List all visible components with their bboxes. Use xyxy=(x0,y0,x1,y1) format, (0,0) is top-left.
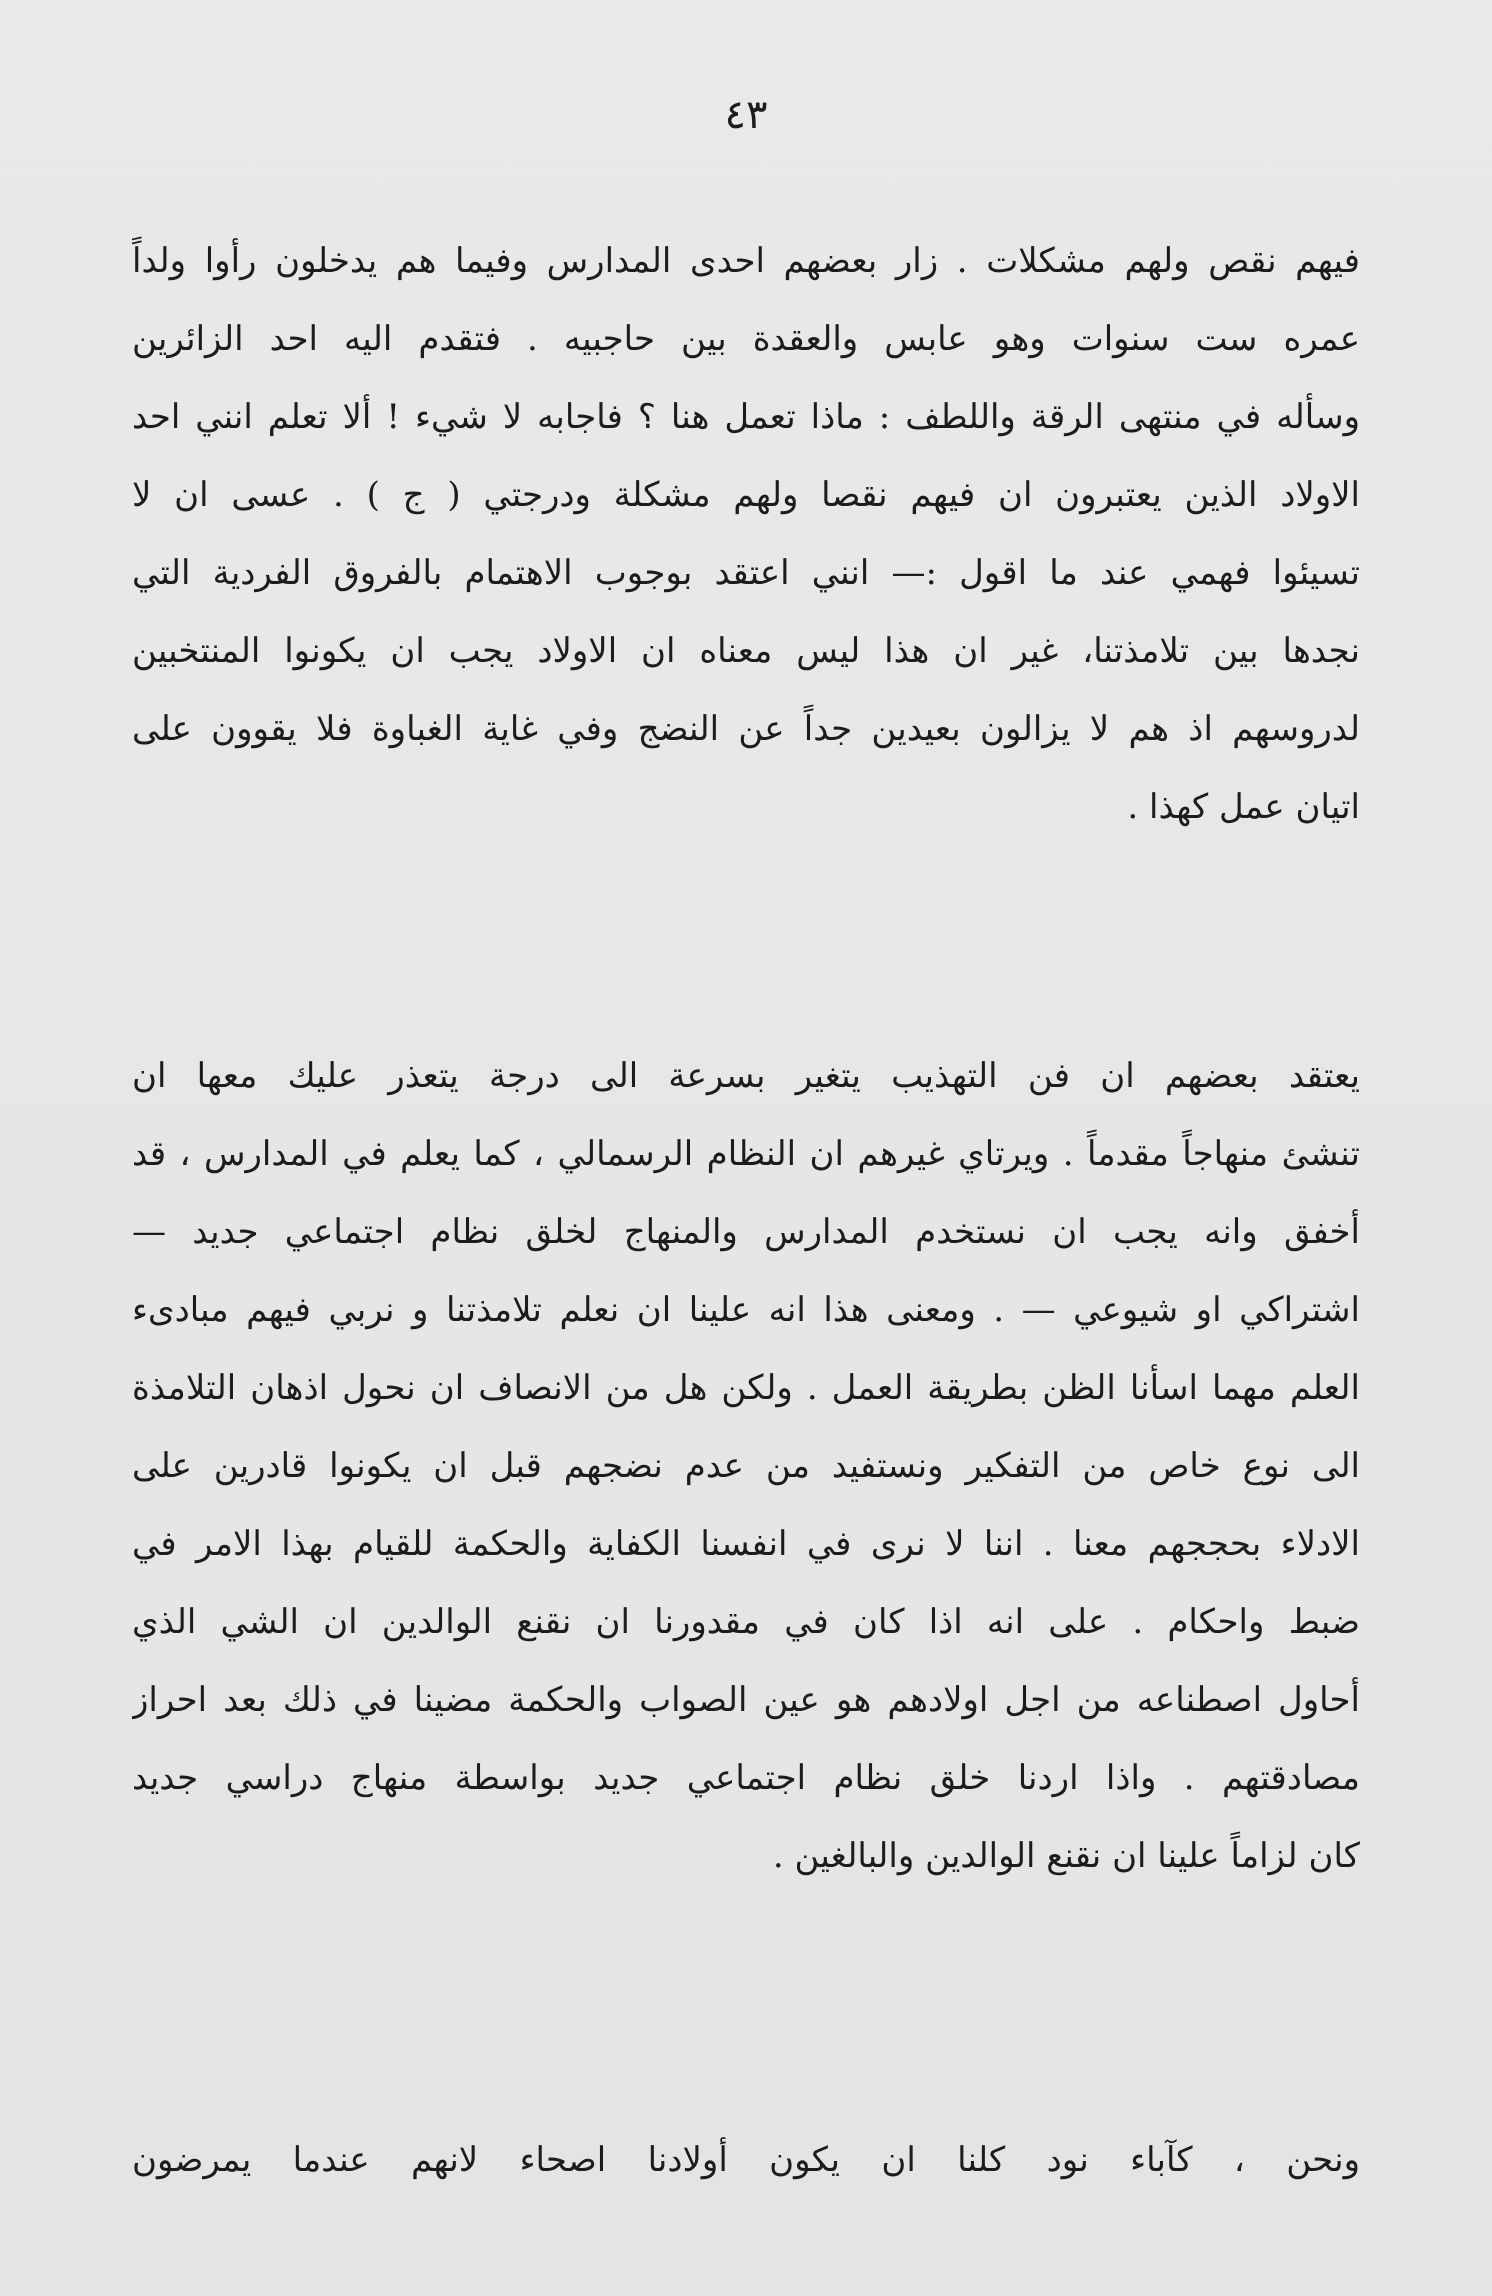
text-line: نجدها بين تلامذتنا، غير ان هذا ليس معناه ان الاولاد يجب ان يكونوا المنتخبين xyxy=(132,631,1360,671)
page-number: ٤٣ xyxy=(724,92,768,138)
paragraph-1 xyxy=(132,222,1360,846)
text-line: فيهم نقص ولهم مشكلات . زار بعضهم احدى المدارس وفيما هم يدخلون رأوا ولداً xyxy=(132,241,1360,281)
text-line: الاولاد الذين يعتبرون ان فيهم نقصا ولهم مشكلة ودرجتي ( ج ) . عسى ان لا xyxy=(132,475,1360,515)
text-line: وسأله في منتهى الرقة واللطف : ماذا تعمل هنا ؟ فاجابه لا شيء ! ألا تعلم انني احد xyxy=(132,397,1360,437)
text-line: مصادقتهم . واذا اردنا خلق نظام اجتماعي جديد بواسطة منهاج دراسي جديد xyxy=(132,1758,1360,1798)
text-line: لدروسهم اذ هم لا يزالون بعيدين جداً عن النضج وفي غاية الغباوة فلا يقوون على xyxy=(132,709,1360,749)
text-line: تنشئ منهاجاً مقدماً . ويرتاي غيرهم ان النظام الرسمالي ، كما يعلم في المدارس ، قد xyxy=(132,1134,1360,1174)
paragraph-2 xyxy=(132,1037,1360,1895)
text-line: يعتقد بعضهم ان فن التهذيب يتغير بسرعة الى درجة يتعذر عليك معها ان xyxy=(132,1056,1360,1096)
paragraph-3 xyxy=(132,2121,1360,2199)
text-line: كان لزاماً علينا ان نقنع الوالدين والبالغين . xyxy=(772,1836,1360,1876)
text-line: ونحن ، كآباء نود كلنا ان يكون أولادنا اصحاء لانهم عندما يمرضون xyxy=(132,2140,1360,2180)
text-line: الى نوع خاص من التفكير ونستفيد من عدم نضجهم قبل ان يكونوا قادرين على xyxy=(132,1446,1360,1486)
text-line: الادلاء بحججهم معنا . اننا لا نرى في انفسنا الكفاية والحكمة للقيام بهذا الامر في xyxy=(132,1524,1360,1564)
text-line: عمره ست سنوات وهو عابس والعقدة بين حاجبيه . فتقدم اليه احد الزائرين xyxy=(132,319,1360,359)
text-line: أحاول اصطناعه من اجل اولادهم هو عين الصواب والحكمة مضينا في ذلك بعد احراز xyxy=(132,1680,1360,1720)
text-line: اشتراكي او شيوعي — . ومعنى هذا انه علينا ان نعلم تلامذتنا و نربي فيهم مبادىء xyxy=(132,1290,1360,1330)
text-line: اتيان عمل كهذا . xyxy=(1127,787,1360,827)
text-line: أخفق وانه يجب ان نستخدم المدارس والمنهاج لخلق نظام اجتماعي جديد — xyxy=(132,1212,1360,1252)
text-line: ضبط واحكام . على انه اذا كان في مقدورنا ان نقنع الوالدين ان الشي الذي xyxy=(132,1602,1360,1642)
text-line: العلم مهما اسأنا الظن بطريقة العمل . ولكن هل من الانصاف ان نحول اذهان التلامذة xyxy=(132,1368,1360,1408)
text-line: تسيئوا فهمي عند ما اقول :— انني اعتقد بوجوب الاهتمام بالفروق الفردية التي xyxy=(132,553,1360,593)
